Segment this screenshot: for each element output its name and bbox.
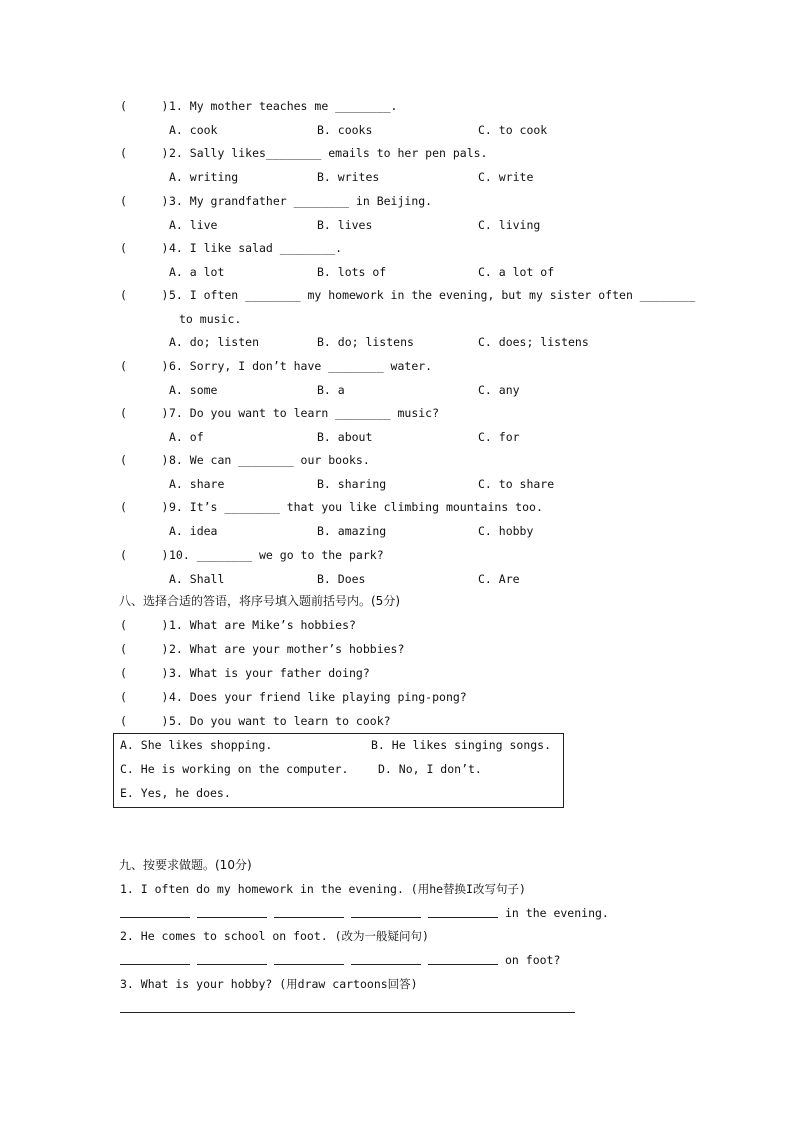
answer-blank[interactable] [274, 917, 344, 918]
option-a: A. of [169, 430, 204, 444]
answer-blank[interactable] [351, 917, 421, 918]
section-9-question-3: 3. What is your hobby? (用draw cartoons回答) [120, 977, 418, 991]
answer-paren[interactable]: ( ) [120, 241, 169, 255]
option-b: B. sharing [317, 477, 387, 491]
answer-blank[interactable] [274, 964, 344, 965]
answer-a: A. She likes shopping. [120, 738, 273, 752]
answer-paren[interactable]: ( ) [120, 642, 169, 656]
answer-paren[interactable]: ( ) [120, 548, 169, 562]
answer-paren[interactable]: ( ) [120, 714, 169, 728]
answer-paren[interactable]: ( ) [120, 288, 169, 302]
answer-line[interactable] [120, 1012, 575, 1013]
option-a: A. Shall [169, 572, 225, 586]
option-a: A. do; listen [169, 335, 260, 349]
question-text: 5. I often ________ my homework in the evening, but my sister often ________ [169, 288, 696, 302]
section-9-q2-tail: on foot? [505, 953, 561, 967]
answer-paren[interactable]: ( ) [120, 453, 169, 467]
option-b: B. cooks [317, 123, 373, 137]
option-a: A. cook [169, 123, 218, 137]
option-a: A. writing [169, 170, 239, 184]
question-text: 2. Sally likes________ emails to her pen pals. [169, 146, 488, 160]
option-b: B. writes [317, 170, 380, 184]
option-a: A. a lot [169, 265, 225, 279]
answer-paren[interactable]: ( ) [120, 666, 169, 680]
option-c: C. Are [478, 572, 520, 586]
question-text: 2. What are your mother’s hobbies? [169, 642, 405, 656]
section-9-heading: 九、按要求做题。(10分) [119, 858, 252, 872]
answer-blank[interactable] [120, 964, 190, 965]
answer-paren[interactable]: ( ) [120, 618, 169, 632]
section-9-question-2: 2. He comes to school on foot. (改为一般疑问句) [120, 929, 429, 943]
option-c: C. any [478, 383, 520, 397]
option-b: B. amazing [317, 524, 387, 538]
option-c: C. hobby [478, 524, 534, 538]
option-b: B. Does [317, 572, 366, 586]
answer-paren[interactable]: ( ) [120, 500, 169, 514]
answer-blank[interactable] [428, 917, 498, 918]
question-text: 4. I like salad ________. [169, 241, 343, 255]
answer-d: D. No, I don’t. [378, 762, 482, 776]
question-text: 6. Sorry, I don’t have ________ water. [169, 359, 433, 373]
answer-paren[interactable]: ( ) [120, 194, 169, 208]
option-c: C. write [478, 170, 534, 184]
question-text: 5. Do you want to learn to cook? [169, 714, 391, 728]
option-c: C. does; listens [478, 335, 589, 349]
option-c: C. for [478, 430, 520, 444]
option-b: B. do; listens [317, 335, 414, 349]
question-continuation: to music. [179, 312, 242, 326]
question-text: 9. It’s ________ that you like climbing mountains too. [169, 500, 543, 514]
question-text: 1. My mother teaches me ________. [169, 99, 398, 113]
answer-blank[interactable] [351, 964, 421, 965]
answer-blank[interactable] [197, 964, 267, 965]
answer-paren[interactable]: ( ) [120, 359, 169, 373]
question-text: 8. We can ________ our books. [169, 453, 370, 467]
option-b: B. lives [317, 218, 373, 232]
answer-paren[interactable]: ( ) [120, 146, 169, 160]
answer-blank[interactable] [428, 964, 498, 965]
question-text: 3. My grandfather ________ in Beijing. [169, 194, 433, 208]
option-a: A. share [169, 477, 225, 491]
question-text: 4. Does your friend like playing ping-pong? [169, 690, 467, 704]
section-8-heading: 八、选择合适的答语，将序号填入题前括号内。(5分) [119, 594, 401, 608]
question-text: 1. What are Mike’s hobbies? [169, 618, 356, 632]
section-9-question-1: 1. I often do my homework in the evening. (用he替换I改写句子) [120, 882, 526, 896]
option-a: A. idea [169, 524, 218, 538]
option-c: C. to cook [478, 123, 548, 137]
section-9-q1-tail: in the evening. [505, 906, 609, 920]
option-b: B. about [317, 430, 373, 444]
answer-paren[interactable]: ( ) [120, 690, 169, 704]
answer-blank[interactable] [197, 917, 267, 918]
question-text: 10. ________ we go to the park? [169, 548, 384, 562]
answer-paren[interactable]: ( ) [120, 406, 169, 420]
option-a: A. some [169, 383, 218, 397]
answer-paren[interactable]: ( ) [120, 99, 169, 113]
option-b: B. lots of [317, 265, 387, 279]
option-c: C. a lot of [478, 265, 555, 279]
option-c: C. living [478, 218, 541, 232]
answer-e: E. Yes, he does. [120, 786, 231, 800]
option-b: B. a [317, 383, 345, 397]
option-c: C. to share [478, 477, 555, 491]
answer-blank[interactable] [120, 917, 190, 918]
question-text: 7. Do you want to learn ________ music? [169, 406, 440, 420]
answer-c: C. He is working on the computer. [120, 762, 349, 776]
question-text: 3. What is your father doing? [169, 666, 370, 680]
option-a: A. live [169, 218, 218, 232]
answer-b: B. He likes singing songs. [371, 738, 552, 752]
